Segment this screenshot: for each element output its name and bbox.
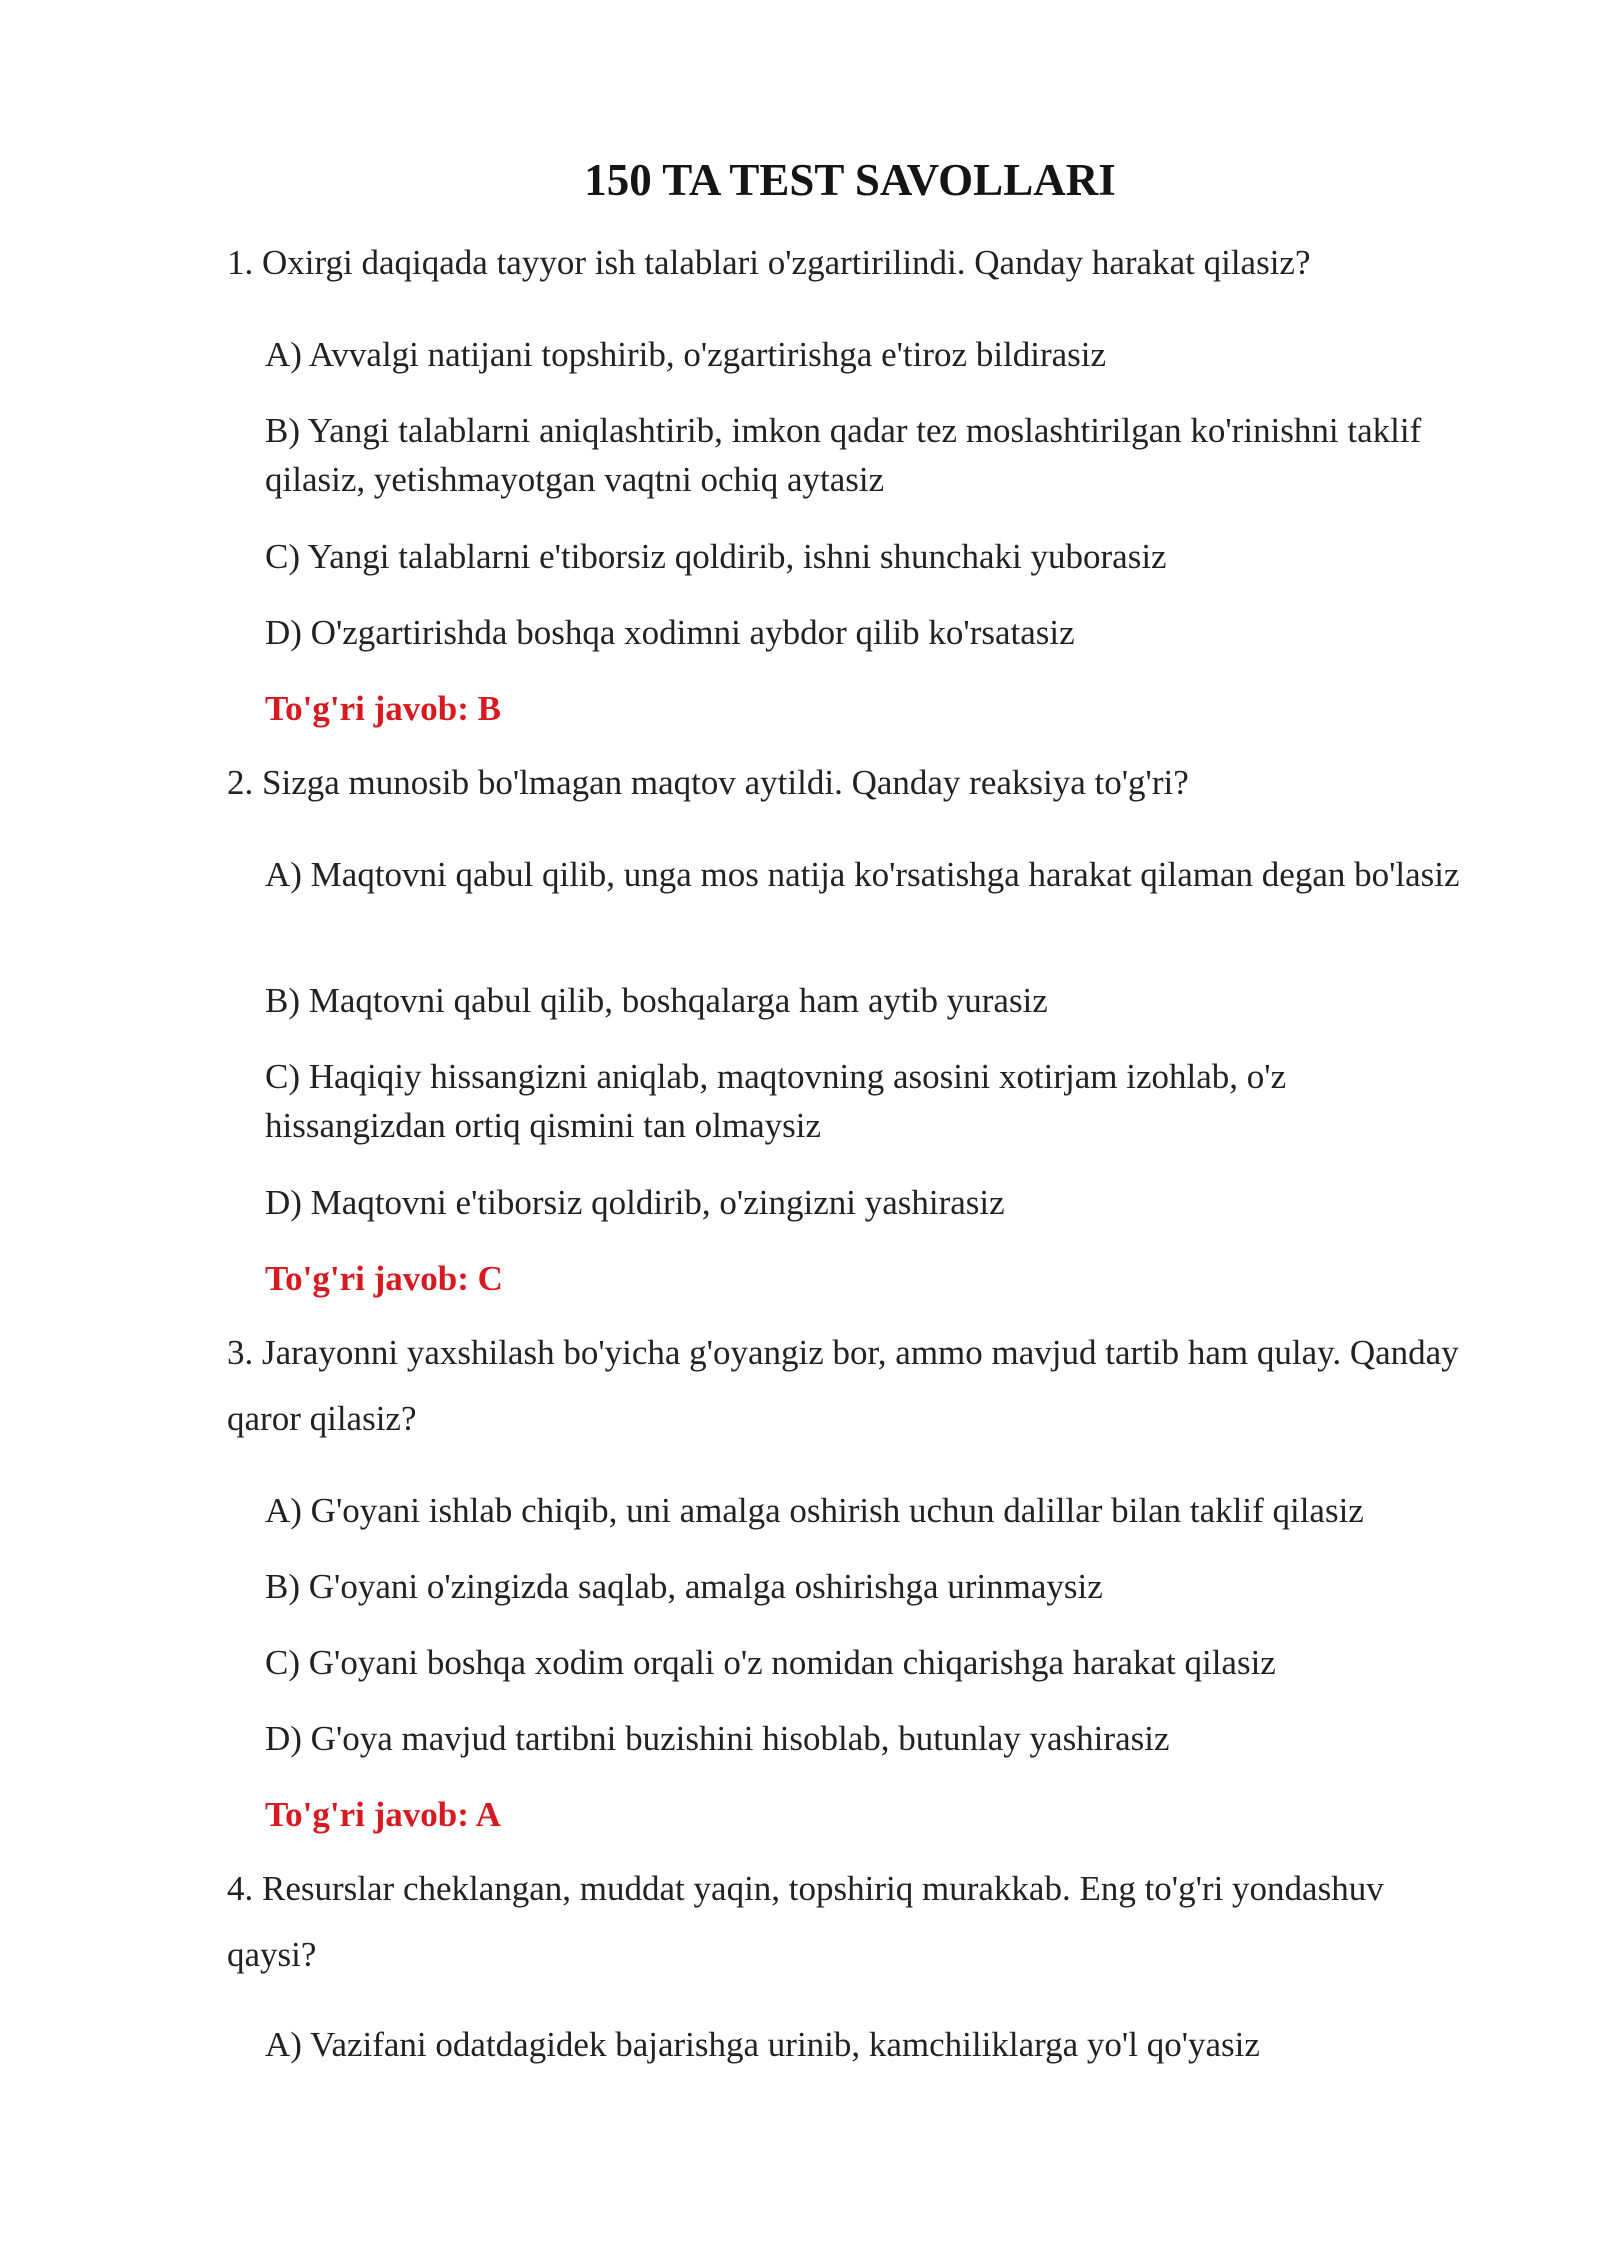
question-4: 4. Resurslar cheklangan, muddat yaqin, topshiriq murakkab. Eng to'g'ri yondashuv qaysi? (227, 1869, 1384, 1974)
question-2-option-a: A) Maqtovni qabul qilib, unga mos natija ko'rsatishga harakat qilaman degan bo'lasiz (265, 855, 1460, 894)
question-1-answer: To'g'ri javob: B (265, 689, 501, 728)
question-1-option-b: B) Yangi talablarni aniqlashtirib, imkon qadar tez moslashtirilgan ko'rinishni taklif qilasiz, yetishmayotgan vaqtni ochiq aytasiz (265, 411, 1422, 499)
question-2-option-d: D) Maqtovni e'tiborsiz qoldirib, o'zingizni yashirasiz (265, 1183, 1005, 1222)
question-1-option-c: C) Yangi talablarni e'tiborsiz qoldirib, ishni shunchaki yuborasiz (265, 537, 1167, 576)
question-3-option-c: C) G'oyani boshqa xodim orqali o'z nomidan chiqarishga harakat qilasiz (265, 1643, 1276, 1682)
question-3: 3. Jarayonni yaxshilash bo'yicha g'oyangiz bor, ammo mavjud tartib ham qulay. Qanday qaror qilasiz? (227, 1333, 1459, 1438)
question-3-option-d: D) G'oya mavjud tartibni buzishini hisoblab, butunlay yashirasiz (265, 1719, 1170, 1758)
question-2: 2. Sizga munosib bo'lmagan maqtov aytildi. Qanday reaksiya to'g'ri? (227, 763, 1189, 802)
question-2-answer: To'g'ri javob: C (265, 1259, 503, 1298)
question-3-answer: To'g'ri javob: A (265, 1795, 501, 1834)
question-2-option-c: C) Haqiqiy hissangizni aniqlab, maqtovning asosini xotirjam izohlab, o'z hissangizdan ortiq qismini tan olmaysiz (265, 1057, 1287, 1145)
question-2-option-b: B) Maqtovni qabul qilib, boshqalarga ham aytib yurasiz (265, 981, 1048, 1020)
question-4-option-a: A) Vazifani odatdagidek bajarishga urinib, kamchiliklarga yo'l qo'yasiz (265, 2025, 1260, 2064)
question-3-option-a: A) G'oyani ishlab chiqib, uni amalga oshirish uchun dalillar bilan taklif qilasiz (265, 1491, 1364, 1530)
question-1-option-d: D) O'zgartirishda boshqa xodimni aybdor qilib ko'rsatasiz (265, 613, 1075, 652)
page-title: 150 TA TEST SAVOLLARI (584, 155, 1116, 205)
question-1-option-a: A) Avvalgi natijani topshirib, o'zgartirishga e'tiroz bildirasiz (265, 335, 1107, 374)
question-1: 1. Oxirgi daqiqada tayyor ish talablari o'zgartirilindi. Qanday harakat qilasiz? (227, 243, 1311, 282)
question-3-option-b: B) G'oyani o'zingizda saqlab, amalga oshirishga urinmaysiz (265, 1567, 1103, 1606)
